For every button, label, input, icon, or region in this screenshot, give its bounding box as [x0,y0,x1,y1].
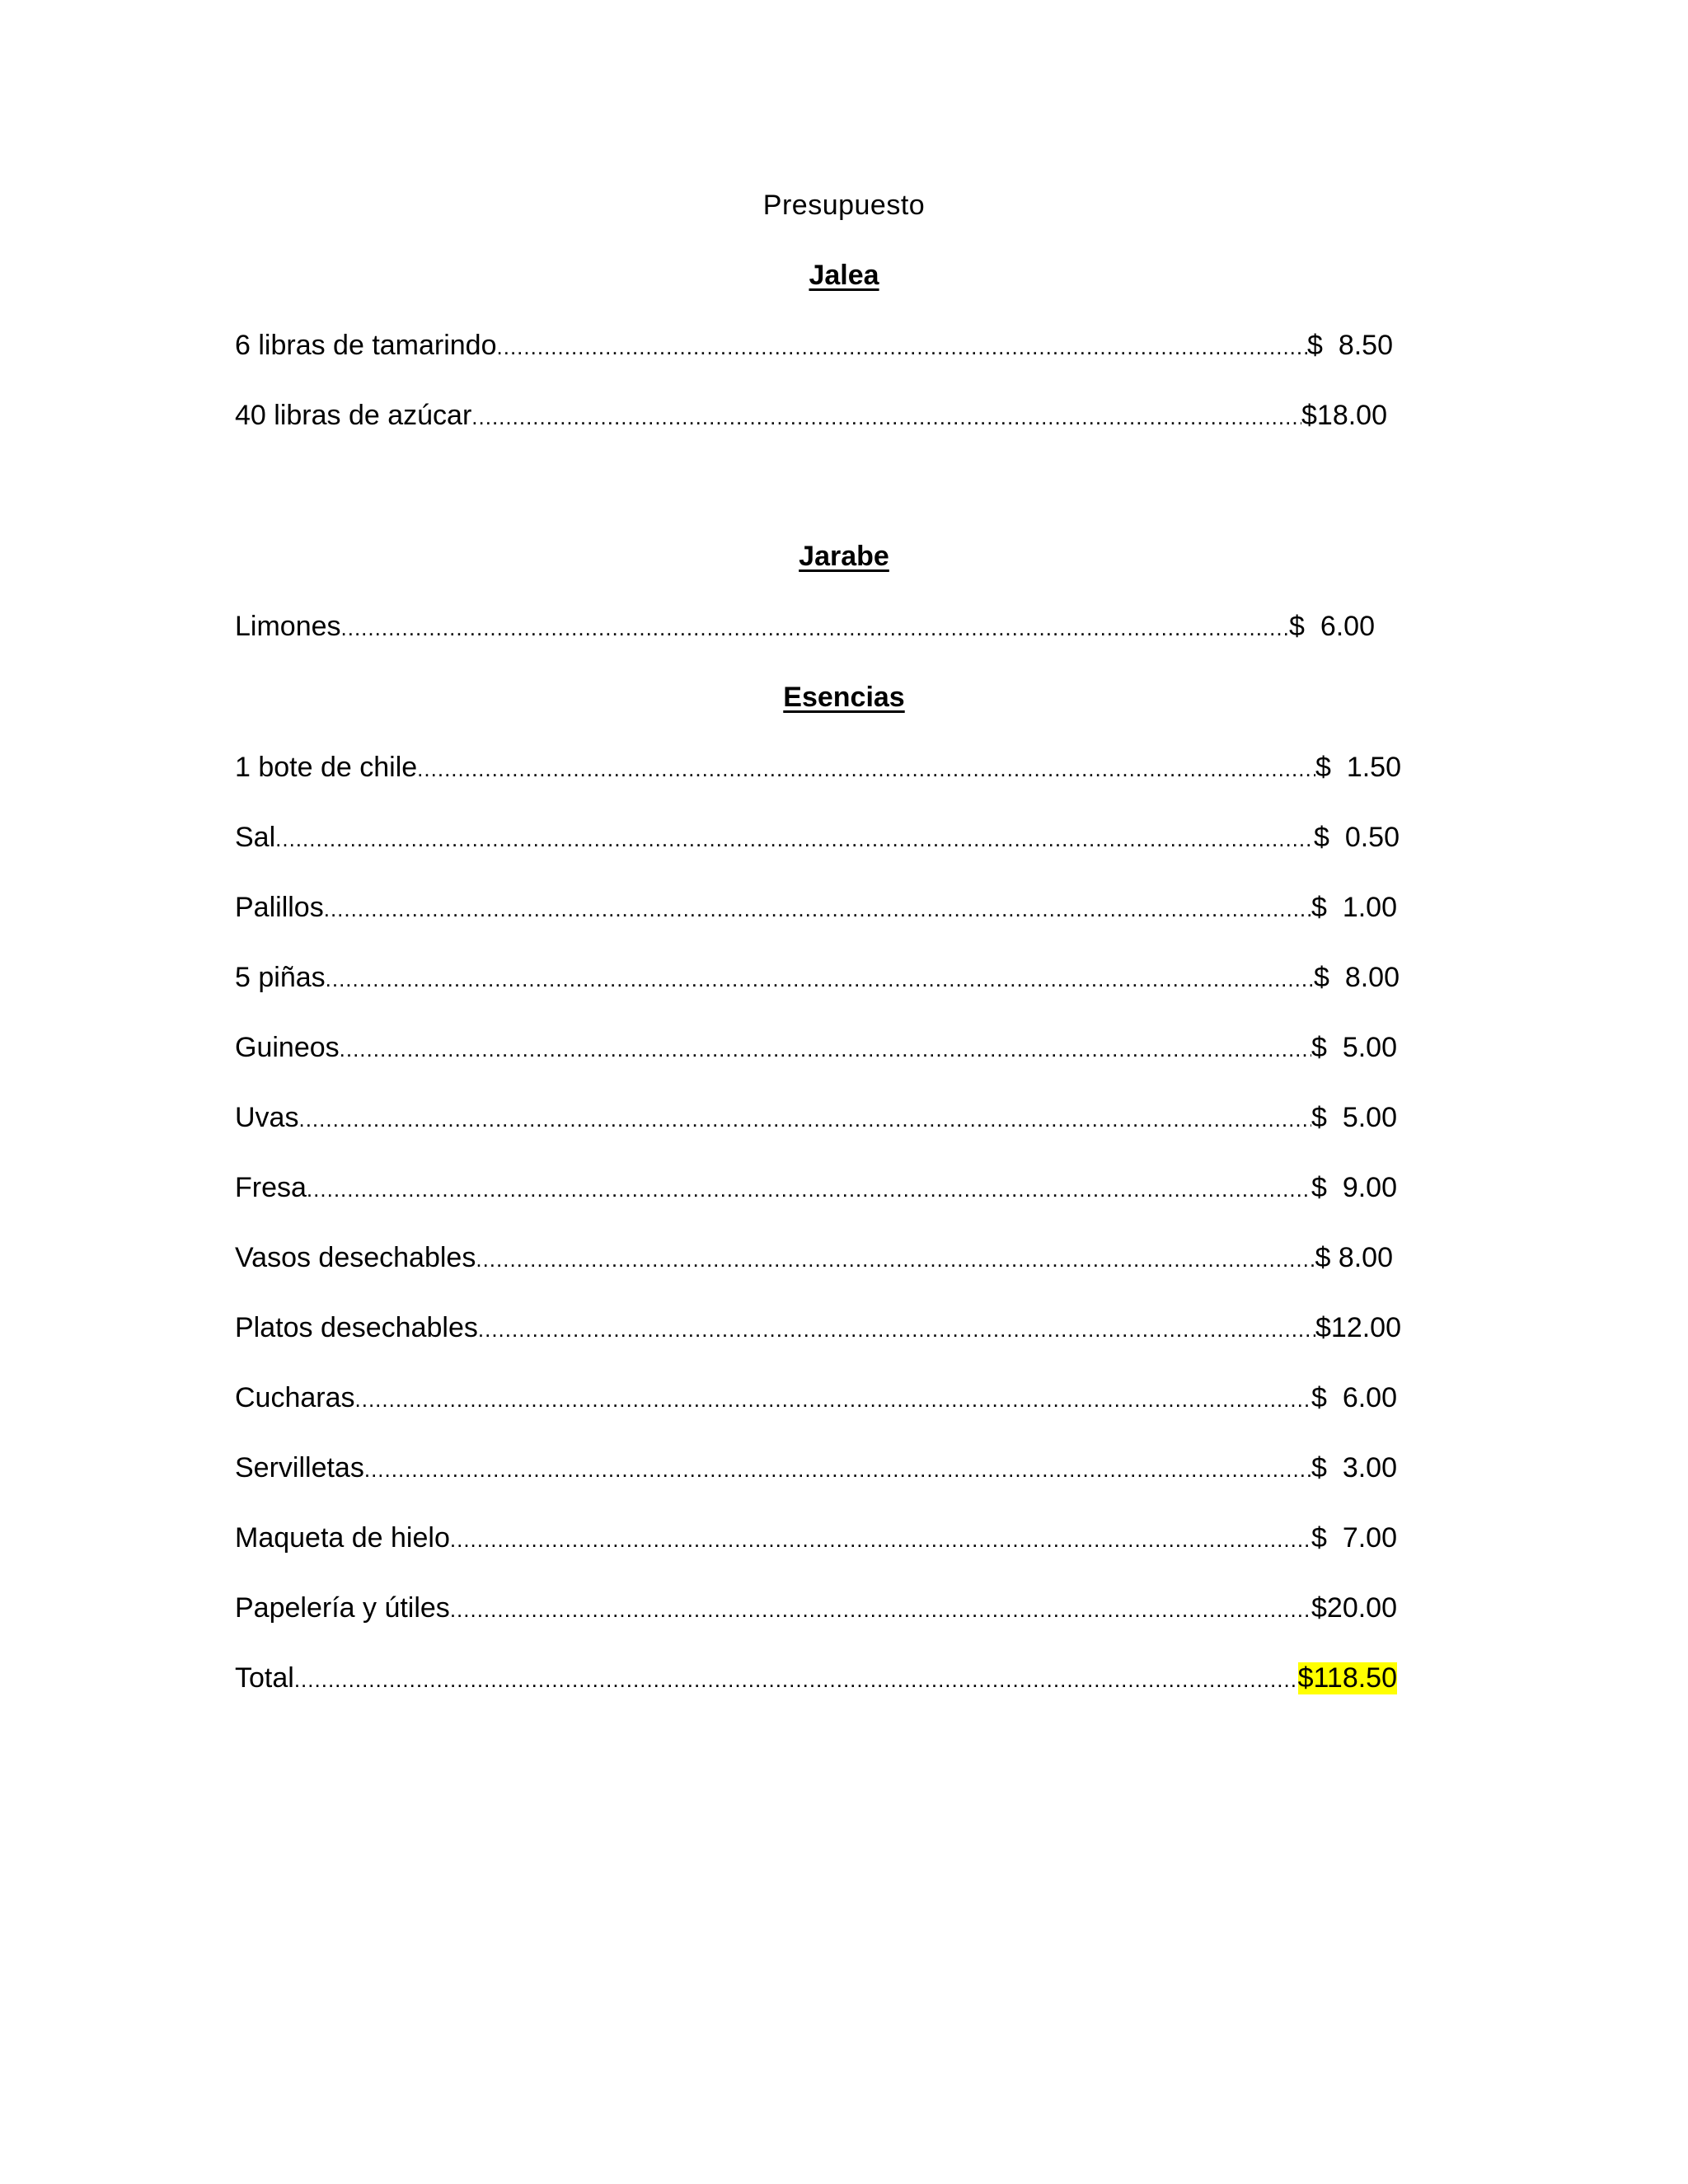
item-amount: $ 0.50 [1314,822,1400,853]
dot-leader [364,1457,1311,1483]
item-amount: $ 7.00 [1311,1522,1397,1554]
item-label: Platos desechables [235,1312,478,1343]
item-amount: $12.00 [1315,1312,1401,1343]
budget-line-item [235,1522,1397,1558]
item-label: Maqueta de hielo [235,1522,450,1554]
budget-line-item [235,1102,1397,1138]
item-label: Uvas [235,1102,299,1133]
dot-leader [497,335,1308,360]
budget-line-item [235,1172,1397,1208]
dot-leader [294,1667,1298,1693]
item-amount: $ 5.00 [1311,1032,1397,1063]
dot-leader [324,897,1311,922]
budget-line-item [235,1382,1397,1418]
item-label: Sal [235,822,276,853]
item-label: 6 libras de tamarindo [235,330,497,361]
item-label: 40 libras de azúcar [235,400,472,431]
dot-leader [355,1387,1312,1413]
budget-line-item [235,1242,1393,1278]
item-amount: $ 6.00 [1289,611,1375,642]
budget-line-item [235,330,1393,366]
dot-leader [450,1527,1311,1553]
item-label: Fresa [235,1172,307,1203]
section-heading-jarabe: Jarabe [799,541,889,572]
total-amount: $118.50 [1297,1662,1397,1694]
budget-line-item [235,1592,1397,1629]
budget-line-item [235,611,1375,647]
total-line [235,1662,1397,1699]
item-amount: $ 5.00 [1311,1102,1397,1133]
item-amount: $ 6.00 [1311,1382,1397,1413]
budget-line-item [235,962,1400,998]
item-amount: $ 1.00 [1311,892,1397,923]
budget-line-item [235,1032,1397,1068]
budget-line-item [235,400,1387,436]
item-amount: $18.00 [1301,400,1387,431]
budget-line-item [235,822,1400,858]
dot-leader [471,405,1301,430]
section-heading-jalea: Jalea [809,260,879,291]
item-amount: $20.00 [1311,1592,1397,1624]
dot-leader [307,1177,1311,1202]
dot-leader [341,616,1290,641]
item-label: Papelería y útiles [235,1592,450,1624]
dot-leader [326,967,1314,992]
budget-line-item [235,752,1401,788]
dot-leader [476,1247,1315,1272]
budget-line-item [235,1312,1401,1348]
item-amount: $ 8.50 [1307,330,1393,361]
item-amount: $ 1.50 [1315,752,1401,783]
item-amount: $ 8.00 [1314,962,1400,993]
item-label: Cucharas [235,1382,355,1413]
budget-line-item [235,1452,1397,1488]
item-label: 1 bote de chile [235,752,418,783]
dot-leader [478,1317,1315,1343]
item-amount: $ 8.00 [1315,1242,1393,1273]
item-label: Vasos desechables [235,1242,476,1273]
dot-leader [417,757,1315,782]
item-label: 5 piñas [235,962,326,993]
item-amount: $ 3.00 [1311,1452,1397,1483]
section-heading-esencias: Esencias [783,682,905,713]
dot-leader [298,1107,1311,1132]
dot-leader [275,827,1314,852]
item-label: Servilletas [235,1452,364,1483]
document-title: Presupuesto [762,190,926,221]
item-label: Palillos [235,892,324,923]
total-label: Total [235,1662,294,1694]
budget-line-item [235,892,1397,928]
dot-leader [340,1037,1311,1062]
dot-leader [450,1597,1311,1623]
item-label: Guineos [235,1032,340,1063]
item-amount: $ 9.00 [1311,1172,1397,1203]
item-label: Limones [235,611,341,642]
